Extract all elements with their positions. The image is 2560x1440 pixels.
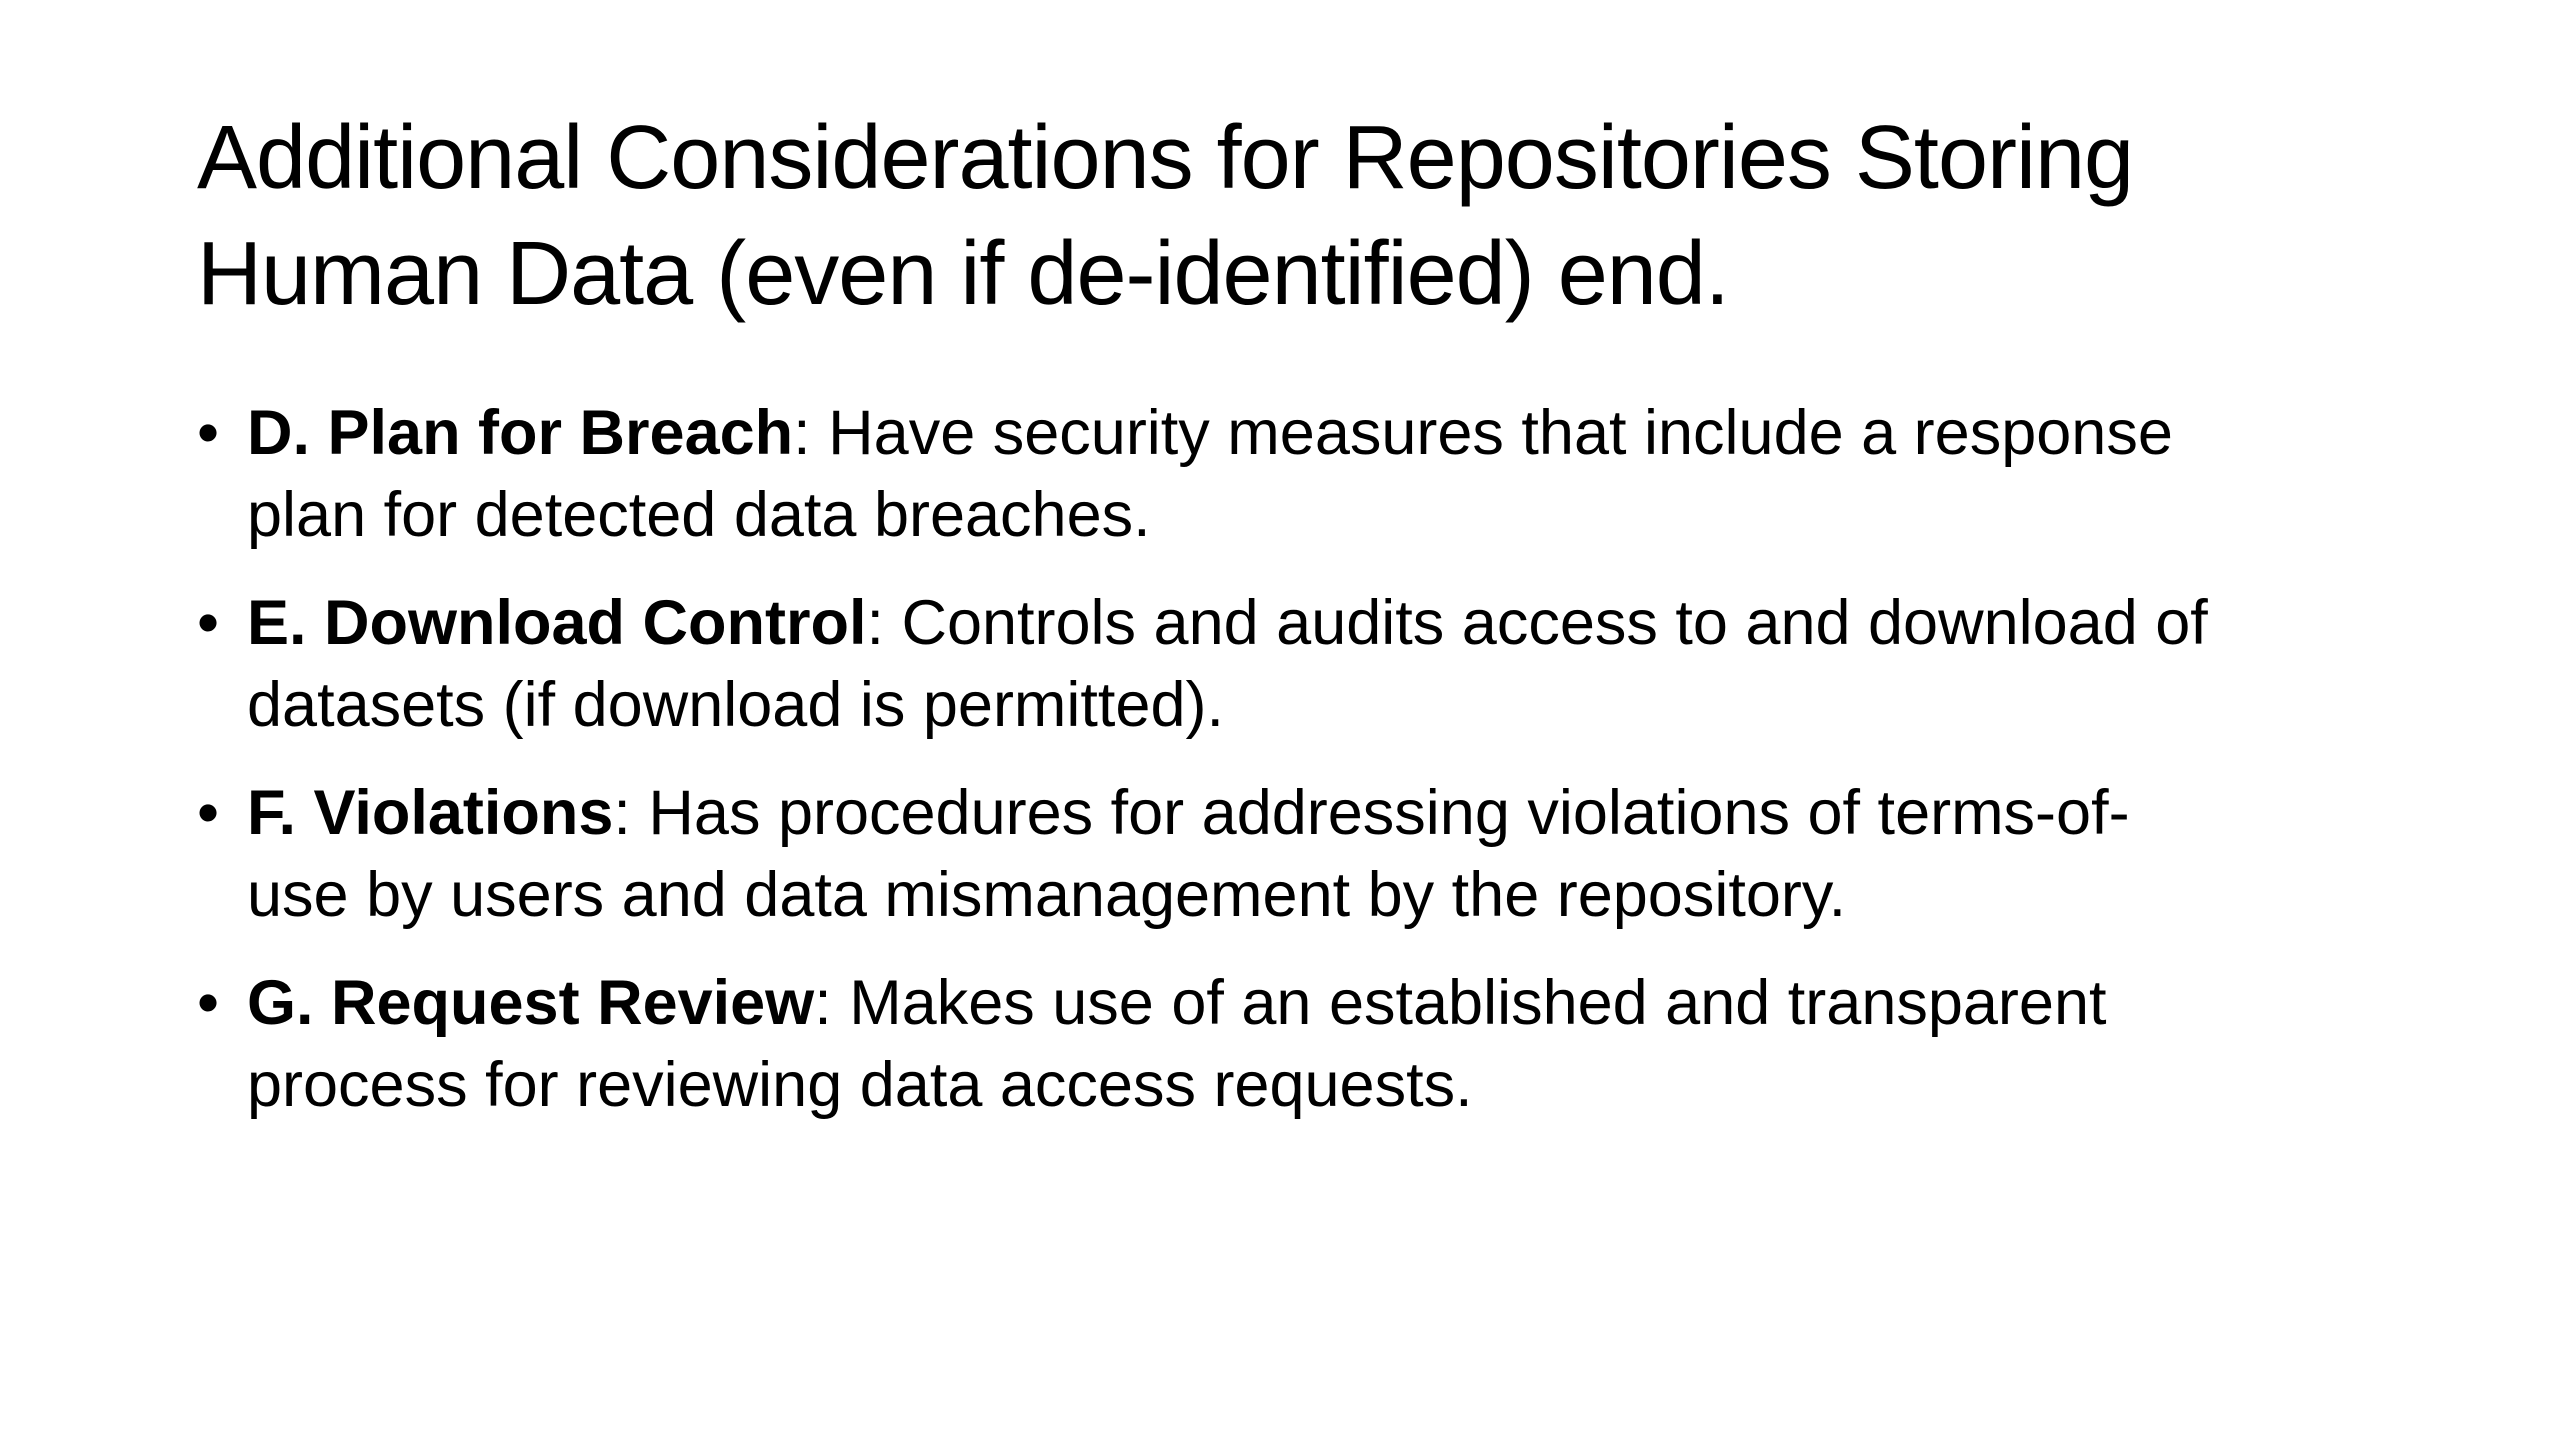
- bullet-line-1: [247, 962, 2417, 1044]
- bullet-text: [247, 582, 2417, 746]
- bullet-item-request-review: [197, 962, 2417, 1126]
- bullet-dot-icon: •: [197, 398, 220, 468]
- bullet-line-1: [247, 392, 2417, 474]
- bullet-term: E. Download Control: [247, 588, 867, 658]
- bullet-description: : Makes use of an established and transparent: [814, 968, 2107, 1038]
- bullet-line-1: [247, 582, 2417, 664]
- bullet-list: [197, 392, 2417, 1152]
- bullet-dot-icon: •: [197, 968, 220, 1038]
- bullet-description: : Have security measures that include a response: [793, 398, 2173, 468]
- bullet-item-plan-for-breach: [197, 392, 2417, 556]
- slide-title: [197, 100, 2397, 332]
- bullet-dot-icon: •: [197, 778, 220, 848]
- bullet-description: : Has procedures for addressing violations of terms-of-: [613, 778, 2130, 848]
- bullet-term: G. Request Review: [247, 968, 815, 1038]
- bullet-text: [247, 962, 2417, 1126]
- bullet-dot-icon: •: [197, 588, 220, 658]
- slide-title-line-2: Human Data (even if de-identified) end.: [197, 224, 1729, 324]
- bullet-text: [247, 392, 2417, 556]
- bullet-line-2: process for reviewing data access requests.: [247, 1050, 1473, 1120]
- bullet-description: : Controls and audits access to and download of: [866, 588, 2208, 658]
- bullet-item-violations: [197, 772, 2417, 936]
- bullet-line-2: plan for detected data breaches.: [247, 480, 1151, 550]
- bullet-term: F. Violations: [247, 778, 614, 848]
- bullet-line-2: datasets (if download is permitted).: [247, 670, 1224, 740]
- bullet-line-1: [247, 772, 2417, 854]
- bullet-text: [247, 772, 2417, 936]
- bullet-line-2: use by users and data mismanagement by the repository.: [247, 860, 1847, 930]
- slide-title-line-1: Additional Considerations for Repositories Storing: [197, 108, 2134, 208]
- bullet-term: D. Plan for Breach: [247, 398, 794, 468]
- bullet-item-download-control: [197, 582, 2417, 746]
